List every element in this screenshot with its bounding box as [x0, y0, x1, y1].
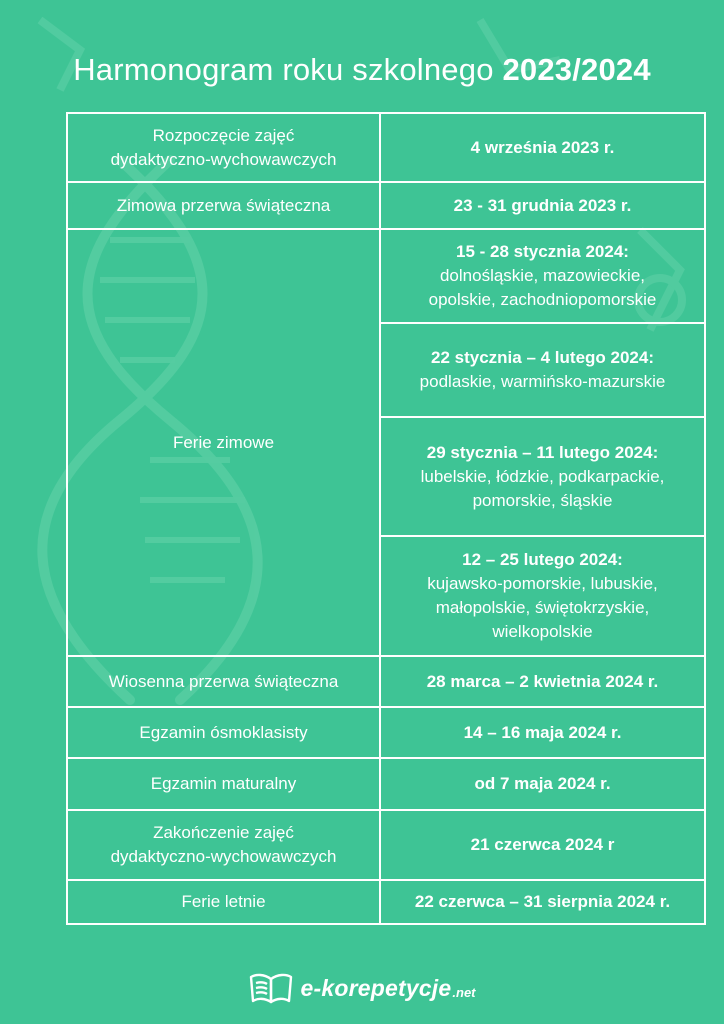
row-value: od 7 maja 2024 r.	[380, 758, 705, 810]
group-regions: wielkopolskie	[492, 622, 593, 641]
table-row	[67, 880, 705, 924]
table-row	[67, 656, 705, 707]
group-dates: 12 – 25 lutego 2024:	[462, 550, 623, 569]
winter-break-group	[380, 417, 705, 536]
page-title	[0, 52, 724, 88]
open-book-icon	[248, 971, 294, 1005]
row-label: Ferie letnie	[67, 880, 380, 924]
row-value: 22 czerwca – 31 sierpnia 2024 r.	[380, 880, 705, 924]
group-dates: 29 stycznia – 11 lutego 2024:	[426, 442, 659, 462]
row-label: Wiosenna przerwa świąteczna	[67, 656, 380, 707]
row-value: 23 - 31 grudnia 2023 r.	[380, 182, 705, 229]
schedule-table	[66, 112, 706, 925]
table-row	[67, 113, 705, 182]
table-row	[67, 229, 705, 323]
row-label: Ferie zimowe	[67, 229, 380, 656]
row-label-line: dydaktyczno-wychowawczych	[110, 847, 337, 866]
row-label-line: Zakończenie zajęć	[153, 823, 294, 842]
group-regions: pomorskie, śląskie	[472, 490, 613, 510]
brand-logo[interactable]	[248, 971, 475, 1005]
group-regions: małopolskie, świętokrzyskie,	[435, 598, 650, 617]
winter-break-group	[380, 323, 705, 417]
row-value: 4 września 2023 r.	[380, 113, 705, 182]
group-regions: lubelskie, łódzkie, podkarpackie,	[420, 466, 665, 486]
row-label	[67, 810, 380, 880]
group-regions: opolskie, zachodniopomorskie	[428, 290, 657, 309]
row-label-line: Rozpoczęcie zajęć	[152, 125, 295, 145]
winter-break-group	[380, 536, 705, 656]
table-row	[67, 707, 705, 758]
title-text: Harmonogram roku szkolnego	[73, 52, 503, 87]
row-label: Zimowa przerwa świąteczna	[67, 182, 380, 229]
row-label: Egzamin ósmoklasisty	[67, 707, 380, 758]
brand-name: e-korepetycje	[300, 974, 452, 1001]
row-label-line: dydaktyczno-wychowawczych	[110, 149, 337, 169]
winter-break-group	[380, 229, 705, 323]
row-label: Egzamin maturalny	[67, 758, 380, 810]
group-regions: podlaskie, warmińsko-mazurskie	[419, 372, 666, 391]
title-year: 2023/2024	[502, 52, 651, 87]
group-regions: dolnośląskie, mazowieckie,	[439, 266, 646, 285]
group-dates: 15 - 28 stycznia 2024:	[456, 242, 629, 261]
group-dates: 22 stycznia – 4 lutego 2024:	[431, 348, 654, 367]
row-value: 14 – 16 maja 2024 r.	[380, 707, 705, 758]
row-label	[67, 113, 380, 182]
group-regions: kujawsko-pomorskie, lubuskie,	[427, 574, 658, 593]
row-value: 28 marca – 2 kwietnia 2024 r.	[380, 656, 705, 707]
row-value: 21 czerwca 2024 r	[380, 810, 705, 880]
footer	[0, 966, 724, 1010]
table-row	[67, 182, 705, 229]
brand-tld: .net	[452, 984, 476, 1000]
table-row	[67, 758, 705, 810]
table-row	[67, 810, 705, 880]
